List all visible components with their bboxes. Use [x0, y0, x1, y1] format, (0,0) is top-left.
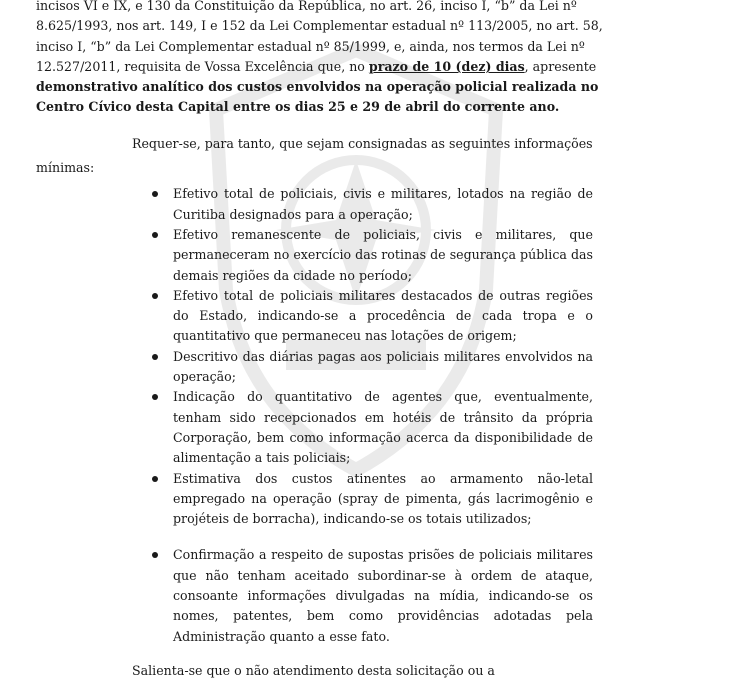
bullet-icon: [152, 476, 158, 482]
closing-paragraph: [36, 661, 704, 681]
intro-bold-line: Centro Cívico desta Capital entre os dias 25 e 29 de abril do corrente ano.: [36, 99, 560, 115]
list-item-text: Efetivo total de policiais, civis e militares, lotados na região de Curitiba designados para a operação;: [173, 186, 593, 222]
list-item: [173, 225, 593, 286]
intro-line: 12.527/2011, requisita de Vossa Excelência que, no: [36, 58, 369, 74]
bullet-icon: [152, 191, 158, 197]
list-item-text: Efetivo remanescente de policiais, civis e militares, que permaneceram no exercício das rotinas de segurança pública das demais regiões da cidade no período;: [173, 226, 593, 283]
list-item: [173, 347, 593, 388]
list-item: [173, 469, 593, 530]
list-item-text: Descritivo das diárias pagas aos policiais militares envolvidos na operação;: [173, 348, 593, 385]
bullet-icon: [152, 552, 158, 558]
intro-line: , apresente: [524, 58, 597, 74]
list-item: [173, 545, 593, 646]
list-item: [173, 184, 593, 225]
list-item: [173, 387, 593, 468]
requirements-list: [36, 184, 704, 647]
request-line: mínimas:: [36, 160, 95, 176]
bullet-icon: [152, 394, 158, 400]
intro-line: inciso I, “b” da Lei Complementar estadual nº 85/1999, e, ainda, nos termos da Lei nº: [36, 38, 585, 54]
intro-line: incisos VI e IX, e 130 da Constituição da República, no art. 26, inciso I, “b” da Lei nº: [36, 0, 577, 13]
intro-bold-line: demonstrativo analítico dos custos envolvidos na operação policial realizada no: [36, 79, 599, 95]
list-item: [173, 286, 593, 347]
request-line: Requer-se, para tanto, que sejam consignadas as seguintes informações: [132, 135, 593, 151]
request-paragraph-end: [36, 158, 704, 178]
list-item-text: Confirmação a respeito de supostas prisões de policiais militares que não tenham aceitado subordinar-se à ordem de ataque, consoante informações divulgadas na mídia, indicando-se os nomes, patentes, bem como providências adotadas pela Administração quanto a esse fato.: [173, 547, 593, 644]
intro-paragraph: [36, 0, 704, 118]
bullet-icon: [152, 232, 158, 238]
list-item-text: Estimativa dos custos atinentes ao armamento não-letal empregado na operação (spray de pimenta, gás lacrimogênio e projéteis de borracha), indicando-se os totais utilizados;: [173, 470, 593, 527]
document-page: [36, 0, 704, 681]
deadline-text: prazo de 10 (dez) dias: [368, 58, 525, 74]
intro-line: 8.625/1993, nos art. 149, I e 152 da Lei Complementar estadual nº 113/2005, no art. 58,: [36, 18, 603, 34]
bullet-icon: [152, 293, 158, 299]
request-paragraph: [36, 134, 704, 154]
list-item-text: Indicação do quantitativo de agentes que, eventualmente, tenham sido recepcionados em hotéis de trânsito da própria Corporação, bem como informação acerca da disponibilidade de alimentação a tais policiais;: [173, 389, 593, 466]
list-item-text: Efetivo total de policiais militares destacados de outras regiões do Estado, indicando-se a procedência de cada tropa e o quantitativo que permaneceu nas lotações de origem;: [173, 287, 593, 344]
closing-line: Salienta-se que o não atendimento desta solicitação ou a: [132, 662, 495, 678]
bullet-icon: [152, 354, 158, 360]
